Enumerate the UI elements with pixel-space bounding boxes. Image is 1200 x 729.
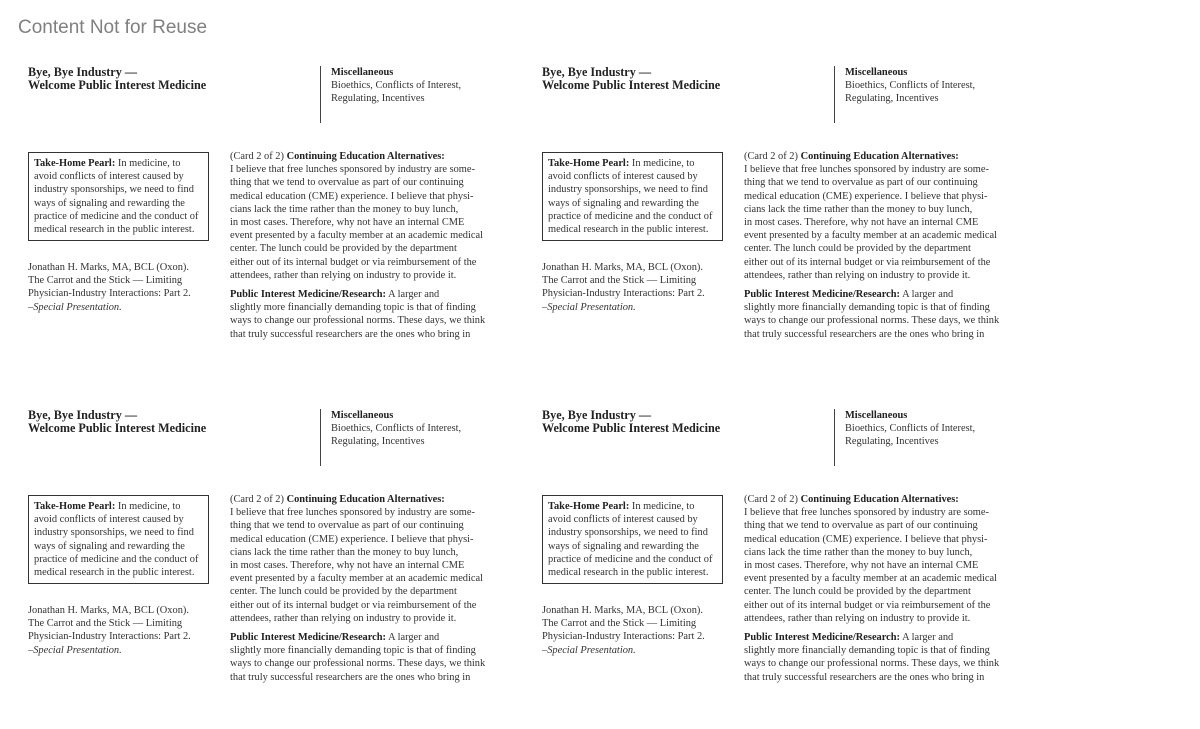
section-heading: (Card 2 of 2) Continuing Education Alternatives:	[230, 494, 445, 505]
summary-card	[542, 409, 1056, 709]
take-home-pearl-box	[28, 495, 209, 584]
section-heading: Public Interest Medicine/Research: A larger and	[744, 632, 954, 644]
category-block	[331, 66, 531, 105]
section-heading: (Card 2 of 2) Continuing Education Alternatives:	[230, 151, 445, 162]
category-block	[331, 409, 531, 448]
divider-rule	[834, 66, 835, 123]
category-line: Bioethics, Conflicts of Interest,	[845, 423, 976, 434]
section-heading: (Card 2 of 2) Continuing Education Alternatives:	[744, 494, 959, 505]
pearl-text: In medicine, to avoid conflicts of interest caused by industry sponsorships, we need to find ways of signaling and rewarding the practice of medicine and the conduct of medical research in the public interest.	[34, 501, 199, 579]
card-body: (Card 2 of 2) Continuing Education Alternatives: I believe that free lunches sponsored by industry are some- thing that we tend to overvalue as part of our continuing medical education (CME) experience. I believe that physi- cians lack the time rather than the money to buy lunch, in most cases. Therefore, why not have an internal CME event presented by a faculty member at an academic medical center. The lunch could be provided by the department either out of its internal budget or via reimbursement of the attendees, rather than relying on industry to provide it. Public Interest Medicine/Research: A larger and slightly more financially demanding topic is that of finding ways to change our professional norms. These days, we think that truly successful researchers are the ones who bring in	[744, 493, 1006, 684]
pearl-text: In medicine, to avoid conflicts of interest caused by industry sponsorships, we need to find ways of signaling and rewarding the practice of medicine and the conduct of medical research in the public interest.	[548, 501, 713, 579]
category-block	[845, 409, 1045, 448]
card-title: Bye, Bye Industry — Welcome Public Interest Medicine	[28, 408, 207, 435]
category-line: Regulating, Incentives	[845, 436, 939, 447]
pearl-label: Take-Home Pearl:	[548, 501, 630, 512]
card-body: (Card 2 of 2) Continuing Education Alternatives: I believe that free lunches sponsored by industry are some- thing that we tend to overvalue as part of our continuing medical education (CME) experience. I believe that physi- cians lack the time rather than the money to buy lunch, in most cases. Therefore, why not have an internal CME event presented by a faculty member at an academic medical center. The lunch could be provided by the department either out of its internal budget or via reimbursement of the attendees, rather than relying on industry to provide it. Public Interest Medicine/Research: A larger and slightly more financially demanding topic is that of finding ways to change our professional norms. These days, we think that truly successful researchers are the ones who bring in	[230, 493, 492, 684]
summary-card	[28, 66, 542, 366]
citation: Jonathan H. Marks, MA, BCL (Oxon). The Carrot and the Stick — Limiting Physician-Industry Interactions: Part 2. –Special Presentation.	[542, 605, 705, 656]
divider-rule	[834, 409, 835, 466]
summary-card	[28, 409, 542, 709]
category-heading: Miscellaneous	[331, 67, 394, 78]
watermark-text: Content Not for Reuse	[18, 17, 208, 38]
category-block	[845, 66, 1045, 105]
category-line: Regulating, Incentives	[845, 93, 939, 104]
category-line: Bioethics, Conflicts of Interest,	[331, 80, 462, 91]
card-body: (Card 2 of 2) Continuing Education Alternatives: I believe that free lunches sponsored by industry are some- thing that we tend to overvalue as part of our continuing medical education (CME) experience. I believe that physi- cians lack the time rather than the money to buy lunch, in most cases. Therefore, why not have an internal CME event presented by a faculty member at an academic medical center. The lunch could be provided by the department either out of its internal budget or via reimbursement of the attendees, rather than relying on industry to provide it. Public Interest Medicine/Research: A larger and slightly more financially demanding topic is that of finding ways to change our professional norms. These days, we think that truly successful researchers are the ones who bring in	[744, 150, 1006, 341]
divider-rule	[320, 66, 321, 123]
summary-card	[542, 66, 1056, 366]
pearl-label: Take-Home Pearl:	[548, 158, 630, 169]
take-home-pearl-box	[28, 152, 209, 241]
pearl-label: Take-Home Pearl:	[34, 501, 116, 512]
section-heading: Public Interest Medicine/Research: A larger and	[230, 632, 440, 644]
take-home-pearl-box	[542, 152, 723, 241]
pearl-label: Take-Home Pearl:	[34, 158, 116, 169]
take-home-pearl-box	[542, 495, 723, 584]
category-line: Regulating, Incentives	[331, 93, 425, 104]
citation: Jonathan H. Marks, MA, BCL (Oxon). The Carrot and the Stick — Limiting Physician-Industry Interactions: Part 2. –Special Presentation.	[28, 605, 191, 656]
section-heading: Public Interest Medicine/Research: A larger and	[230, 289, 440, 301]
citation: Jonathan H. Marks, MA, BCL (Oxon). The Carrot and the Stick — Limiting Physician-Industry Interactions: Part 2. –Special Presentation.	[28, 262, 191, 313]
pearl-text: In medicine, to avoid conflicts of interest caused by industry sponsorships, we need to find ways of signaling and rewarding the practice of medicine and the conduct of medical research in the public interest.	[548, 158, 713, 236]
card-body: (Card 2 of 2) Continuing Education Alternatives: I believe that free lunches sponsored by industry are some- thing that we tend to overvalue as part of our continuing medical education (CME) experience. I believe that physi- cians lack the time rather than the money to buy lunch, in most cases. Therefore, why not have an internal CME event presented by a faculty member at an academic medical center. The lunch could be provided by the department either out of its internal budget or via reimbursement of the attendees, rather than relying on industry to provide it. Public Interest Medicine/Research: A larger and slightly more financially demanding topic is that of finding ways to change our professional norms. These days, we think that truly successful researchers are the ones who bring in	[230, 150, 492, 341]
card-title: Bye, Bye Industry — Welcome Public Interest Medicine	[28, 65, 207, 92]
category-heading: Miscellaneous	[331, 410, 394, 421]
section-heading: (Card 2 of 2) Continuing Education Alternatives:	[744, 151, 959, 162]
category-heading: Miscellaneous	[845, 67, 908, 78]
divider-rule	[320, 409, 321, 466]
category-heading: Miscellaneous	[845, 410, 908, 421]
category-line: Bioethics, Conflicts of Interest,	[331, 423, 462, 434]
category-line: Regulating, Incentives	[331, 436, 425, 447]
section-heading: Public Interest Medicine/Research: A larger and	[744, 289, 954, 301]
category-line: Bioethics, Conflicts of Interest,	[845, 80, 976, 91]
card-title: Bye, Bye Industry — Welcome Public Interest Medicine	[542, 65, 721, 92]
citation: Jonathan H. Marks, MA, BCL (Oxon). The Carrot and the Stick — Limiting Physician-Industry Interactions: Part 2. –Special Presentation.	[542, 262, 705, 313]
pearl-text: In medicine, to avoid conflicts of interest caused by industry sponsorships, we need to find ways of signaling and rewarding the practice of medicine and the conduct of medical research in the public interest.	[34, 158, 199, 236]
card-title: Bye, Bye Industry — Welcome Public Interest Medicine	[542, 408, 721, 435]
